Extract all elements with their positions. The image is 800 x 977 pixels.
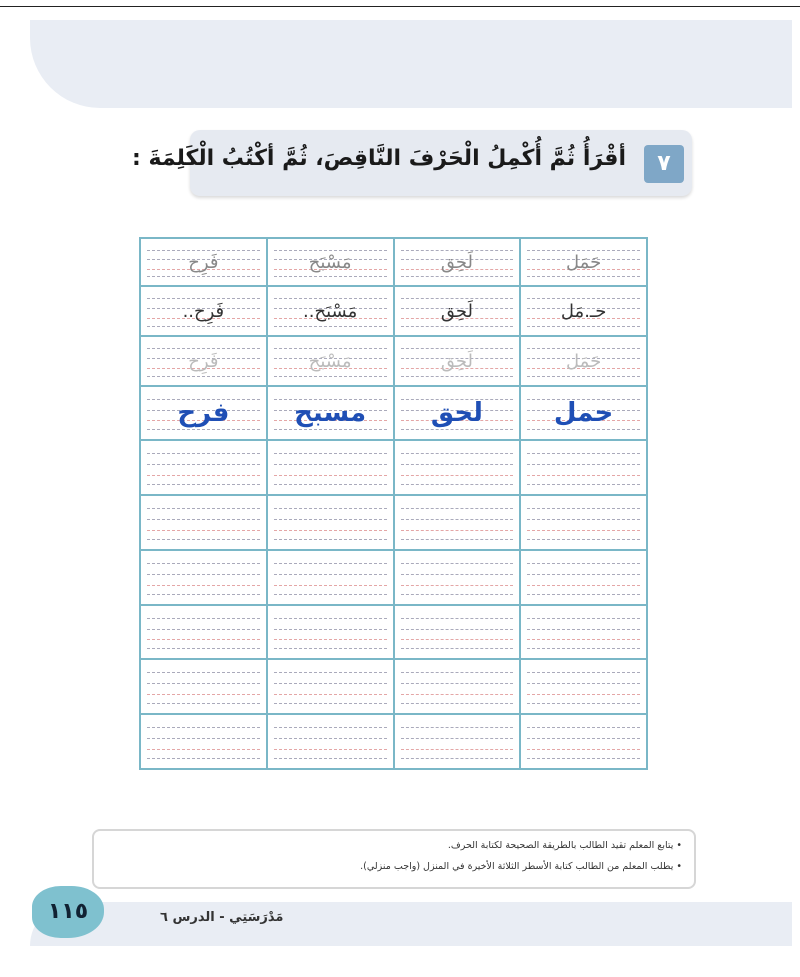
grid-cell bbox=[267, 714, 394, 769]
grid-word: حمل bbox=[553, 398, 614, 428]
grid-word: فَرِح bbox=[188, 350, 219, 372]
teacher-note: • يطلب المعلم من الطالب كتابة الأسطر الثلاثة الأخيرة في المنزل (واجب منزلي). bbox=[360, 861, 682, 872]
grid-word: حـ.مَل bbox=[560, 300, 607, 322]
crop-mark-top-right bbox=[770, 6, 800, 7]
exercise-instruction: أقْرَأُ ثُمَّ أُكْمِلُ الْحَرْفَ النَّاقِصَ، ثُمَّ أكْتُبُ الْكَلِمَةَ : bbox=[132, 146, 626, 171]
grid-row bbox=[140, 386, 647, 440]
writing-guide-lines bbox=[401, 660, 514, 713]
lesson-label: مَدْرَسَتِي - الدرس ٦ bbox=[160, 910, 284, 925]
teacher-notes-box bbox=[92, 829, 696, 889]
grid-word: حَمَل bbox=[566, 251, 602, 273]
grid-row bbox=[140, 495, 647, 550]
grid-cell bbox=[267, 605, 394, 659]
grid-cell bbox=[520, 440, 647, 495]
grid-word: مسبح bbox=[294, 398, 367, 428]
grid-word: حَمَل bbox=[566, 350, 602, 372]
writing-guide-lines bbox=[147, 715, 260, 768]
grid-cell bbox=[140, 550, 267, 605]
writing-guide-lines bbox=[527, 551, 640, 604]
grid-cell bbox=[140, 386, 267, 440]
grid-cell bbox=[394, 714, 521, 769]
grid-word: فَرِح.. bbox=[182, 300, 225, 322]
grid-word: لحق bbox=[430, 398, 483, 428]
grid-cell bbox=[140, 659, 267, 714]
writing-guide-lines bbox=[274, 441, 387, 494]
writing-guide-lines bbox=[147, 606, 260, 658]
grid-row bbox=[140, 714, 647, 769]
writing-guide-lines bbox=[147, 441, 260, 494]
grid-cell bbox=[267, 550, 394, 605]
grid-cell bbox=[520, 714, 647, 769]
writing-guide-lines bbox=[401, 606, 514, 658]
grid-cell bbox=[267, 440, 394, 495]
writing-guide-lines bbox=[274, 496, 387, 549]
grid-cell bbox=[394, 659, 521, 714]
grid-cell bbox=[140, 605, 267, 659]
grid-word: فَرِح bbox=[188, 251, 219, 273]
writing-guide-lines bbox=[527, 441, 640, 494]
writing-guide-lines bbox=[274, 606, 387, 658]
grid-word: مَسْبَح.. bbox=[303, 300, 358, 322]
grid-cell bbox=[394, 605, 521, 659]
grid-cell bbox=[267, 495, 394, 550]
grid-cell bbox=[520, 605, 647, 659]
grid-cell bbox=[394, 495, 521, 550]
writing-guide-lines bbox=[147, 496, 260, 549]
grid-cell bbox=[520, 336, 647, 386]
grid-cell bbox=[140, 440, 267, 495]
exercise-number: ٧ bbox=[644, 145, 684, 183]
writing-guide-lines bbox=[401, 441, 514, 494]
grid-row bbox=[140, 550, 647, 605]
footer-band bbox=[30, 902, 792, 946]
grid-cell bbox=[267, 386, 394, 440]
crop-mark-top-line bbox=[30, 6, 770, 7]
writing-guide-lines bbox=[401, 715, 514, 768]
grid-row bbox=[140, 336, 647, 386]
grid-cell bbox=[140, 495, 267, 550]
grid-cell bbox=[394, 550, 521, 605]
grid-cell bbox=[520, 386, 647, 440]
grid-cell bbox=[267, 238, 394, 286]
grid-row bbox=[140, 440, 647, 495]
grid-row bbox=[140, 286, 647, 336]
writing-guide-lines bbox=[527, 496, 640, 549]
grid-cell bbox=[267, 336, 394, 386]
grid-cell bbox=[520, 286, 647, 336]
grid-cell bbox=[267, 286, 394, 336]
grid-cell bbox=[140, 286, 267, 336]
grid-row bbox=[140, 605, 647, 659]
writing-guide-lines bbox=[274, 551, 387, 604]
grid-cell bbox=[520, 495, 647, 550]
grid-word: لَحِق bbox=[440, 251, 473, 273]
crop-mark-top-left bbox=[0, 6, 30, 7]
grid-row bbox=[140, 659, 647, 714]
writing-guide-lines bbox=[274, 660, 387, 713]
grid-cell bbox=[520, 238, 647, 286]
writing-guide-lines bbox=[527, 606, 640, 658]
exercise-title-box bbox=[132, 130, 692, 196]
grid-word: فرح bbox=[177, 398, 230, 428]
grid-cell bbox=[267, 659, 394, 714]
grid-cell bbox=[394, 336, 521, 386]
grid-cell bbox=[394, 440, 521, 495]
writing-guide-lines bbox=[401, 551, 514, 604]
writing-guide-lines bbox=[401, 496, 514, 549]
writing-guide-lines bbox=[147, 660, 260, 713]
grid-cell bbox=[140, 336, 267, 386]
writing-guide-lines bbox=[527, 660, 640, 713]
grid-cell bbox=[394, 386, 521, 440]
grid-cell bbox=[520, 659, 647, 714]
grid-word: مَسْبَح bbox=[308, 251, 352, 273]
grid-cell bbox=[394, 286, 521, 336]
writing-guide-lines bbox=[274, 715, 387, 768]
grid-word: لَحِق bbox=[440, 350, 473, 372]
teacher-note: • يتابع المعلم تقيد الطالب بالطريقة الصحيحة لكتابة الحرف. bbox=[447, 840, 682, 851]
writing-guide-lines bbox=[527, 715, 640, 768]
grid-cell bbox=[140, 714, 267, 769]
writing-guide-lines bbox=[147, 551, 260, 604]
page-number: ١١٥ bbox=[32, 886, 104, 938]
grid-word: مَسْبَح bbox=[308, 350, 352, 372]
grid-word: لَحِق bbox=[440, 300, 473, 322]
grid-row bbox=[140, 238, 647, 286]
grid-cell bbox=[520, 550, 647, 605]
writing-grid bbox=[139, 237, 648, 770]
header-band bbox=[30, 20, 792, 108]
grid-cell bbox=[140, 238, 267, 286]
grid-cell bbox=[394, 238, 521, 286]
